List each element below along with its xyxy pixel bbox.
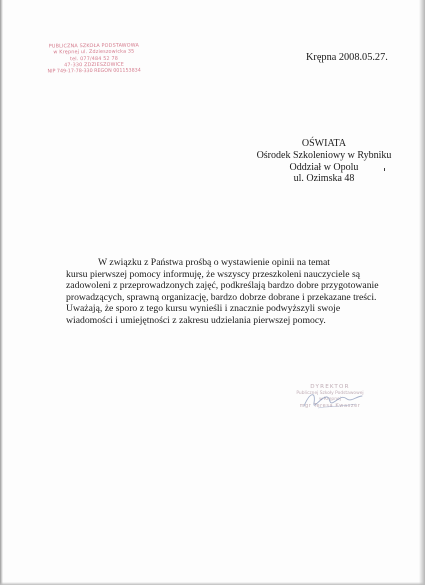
- recipient-branch: Oddział w Opolu: [289, 161, 359, 173]
- body-line: kursu pierwszej pomocy informuję, że wszyscy przeszkoleni nauczyciele są: [66, 268, 361, 280]
- handwritten-signature: [300, 386, 370, 416]
- ink-mark: [384, 168, 385, 171]
- director-stamp-place: w Krępnej: [319, 396, 341, 402]
- director-stamp-title: DYREKTOR: [310, 384, 350, 390]
- school-stamp: [40, 42, 148, 75]
- school-stamp-line: 47-330 ZDZIESZOWICE: [64, 61, 125, 69]
- scan-edge-left: [0, 0, 3, 585]
- recipient-street: ul. Ozimska 48: [293, 173, 355, 185]
- director-stamp-name: mgr Teresa Kwaszer: [299, 403, 361, 410]
- school-stamp-line: w Krępnej ul. Zdzieszowicka 35: [53, 48, 135, 56]
- recipient-unit: Ośrodek Szkoleniowy w Rybniku: [256, 149, 392, 161]
- director-stamp-school: Publicznej Szkoły Podstawowej: [296, 391, 364, 396]
- school-stamp-line: tel. 077/484 52 78: [69, 55, 119, 62]
- school-stamp-line: PUBLICZNA SZKOŁA PODSTAWOWA: [48, 42, 140, 50]
- body-line: zadowoleni z przeprowadzonych zajęć, podkreślają bardzo dobre przygotowanie: [66, 280, 379, 292]
- body-line: prowadzących, sprawną organizację, bardzo dobrze dobrane i przekazane treści.: [66, 291, 377, 303]
- body-line: W związku z Państwa prośbą o wystawienie opinii na temat: [98, 257, 330, 268]
- recipient-name: OŚWIATA: [301, 138, 347, 149]
- school-stamp-line: NIP 749-17-78-330 REGON 001153834: [47, 67, 141, 75]
- letter-body: [66, 257, 379, 327]
- recipient-address: [244, 138, 404, 185]
- body-line: wiadomości i umiejętności z zakresu udzielania pierwszej pomocy.: [66, 314, 326, 326]
- place-date: Krępna 2008.05.27.: [306, 52, 388, 63]
- scan-edge-right: [419, 0, 425, 585]
- body-line: Uważają, że sporo z tego kursu wynieśli i znacznie podwyższyli swoje: [66, 303, 341, 315]
